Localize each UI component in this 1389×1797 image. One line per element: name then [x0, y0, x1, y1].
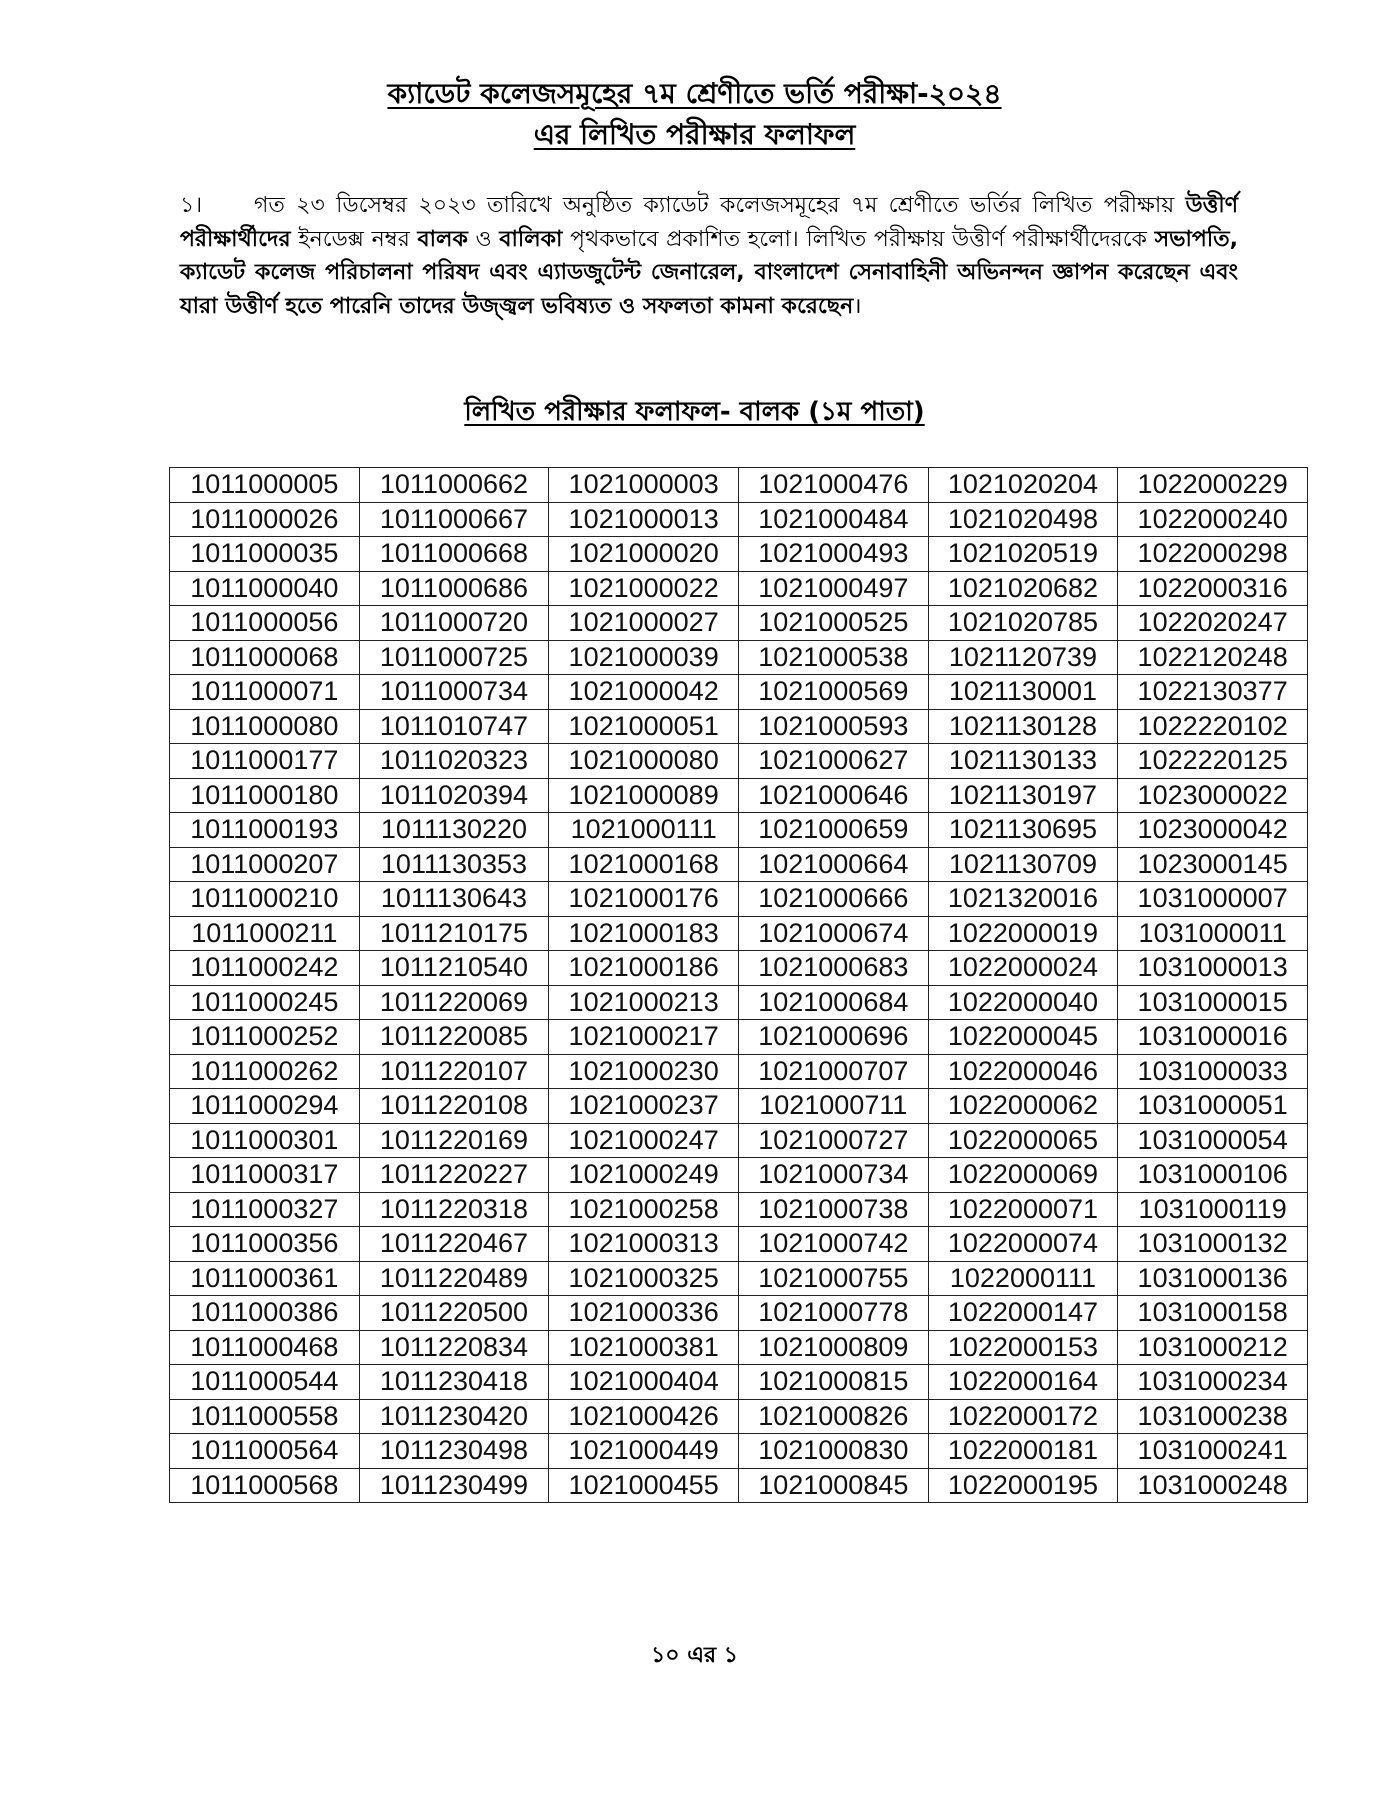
paragraph-text: [180, 193, 1238, 319]
document-title-line-1: [0, 76, 1389, 112]
index-number-cell: 1011000327: [170, 1192, 360, 1227]
index-number-cell: 1011000211: [170, 916, 360, 951]
table-row: [170, 606, 1308, 641]
index-number-cell: 1011020323: [359, 744, 549, 779]
text-segment: ।: [853, 293, 862, 319]
index-number-cell: 1023000042: [1118, 813, 1308, 848]
index-number-cell: 1011000005: [170, 468, 360, 503]
index-number-cell: 1031000132: [1118, 1227, 1308, 1262]
index-number-cell: 1021020204: [928, 468, 1118, 503]
table-row: [170, 1365, 1308, 1400]
section-title: [0, 394, 1389, 430]
index-number-cell: 1031000015: [1118, 985, 1308, 1020]
index-number-cell: 1022000046: [928, 1054, 1118, 1089]
index-number-cell: 1021020519: [928, 537, 1118, 572]
index-number-cell: 1021000646: [738, 778, 928, 813]
table-row: [170, 1158, 1308, 1193]
index-number-cell: 1021000738: [738, 1192, 928, 1227]
table-row: [170, 813, 1308, 848]
index-number-cell: 1022220125: [1118, 744, 1308, 779]
index-number-cell: 1021000664: [738, 847, 928, 882]
index-number-cell: 1023000022: [1118, 778, 1308, 813]
index-number-cell: 1022000147: [928, 1296, 1118, 1331]
index-number-cell: 1031000106: [1118, 1158, 1308, 1193]
index-number-cell: 1022000172: [928, 1399, 1118, 1434]
index-number-cell: 1031000011: [1118, 916, 1308, 951]
index-number-cell: 1011000040: [170, 571, 360, 606]
index-number-cell: 1011220069: [359, 985, 549, 1020]
index-number-cell: 1011000734: [359, 675, 549, 710]
index-number-cell: 1021000826: [738, 1399, 928, 1434]
table-row: [170, 502, 1308, 537]
results-table: [169, 467, 1308, 1503]
index-number-cell: 1011130353: [359, 847, 549, 882]
index-number-cell: 1021000217: [549, 1020, 739, 1055]
table-row: [170, 468, 1308, 503]
index-number-cell: 1011220489: [359, 1261, 549, 1296]
table-row: [170, 1261, 1308, 1296]
table-row: [170, 1123, 1308, 1158]
index-number-cell: 1021000042: [549, 675, 739, 710]
index-number-cell: 1021000815: [738, 1365, 928, 1400]
index-number-cell: 1011000035: [170, 537, 360, 572]
index-number-cell: 1021000258: [549, 1192, 739, 1227]
index-number-cell: 1021000674: [738, 916, 928, 951]
index-number-cell: 1021000080: [549, 744, 739, 779]
index-number-cell: 1021000476: [738, 468, 928, 503]
index-number-cell: 1011000725: [359, 640, 549, 675]
index-number-cell: 1021000230: [549, 1054, 739, 1089]
text-segment: ও: [467, 226, 500, 252]
section-title-text: লিখিত পরীক্ষার ফলাফল- বালক (১ম পাতা): [464, 397, 925, 427]
table-row: [170, 744, 1308, 779]
table-row: [170, 640, 1308, 675]
index-number-cell: 1022000111: [928, 1261, 1118, 1296]
index-number-cell: 1031000013: [1118, 951, 1308, 986]
index-number-cell: 1022000065: [928, 1123, 1118, 1158]
table-row: [170, 1054, 1308, 1089]
index-number-cell: 1031000158: [1118, 1296, 1308, 1331]
index-number-cell: 1011220318: [359, 1192, 549, 1227]
index-number-cell: 1021000809: [738, 1330, 928, 1365]
page-number-footer: ১০ এর ১: [650, 1643, 738, 1668]
index-number-cell: 1021000493: [738, 537, 928, 572]
index-number-cell: 1021000186: [549, 951, 739, 986]
index-number-cell: 1021000778: [738, 1296, 928, 1331]
index-number-cell: 1011000668: [359, 537, 549, 572]
index-number-cell: 1011000317: [170, 1158, 360, 1193]
index-number-cell: 1021130128: [928, 709, 1118, 744]
index-number-cell: 1011000294: [170, 1089, 360, 1124]
index-number-cell: 1031000241: [1118, 1434, 1308, 1469]
index-number-cell: 1022000069: [928, 1158, 1118, 1193]
index-number-cell: 1022000164: [928, 1365, 1118, 1400]
index-number-cell: 1021000039: [549, 640, 739, 675]
title-line-1-text: ক্যাডেট কলেজসমূহের ৭ম শ্রেণীতে ভর্তি পরীক্ষা-২০২৪: [387, 77, 1002, 110]
index-number-cell: 1021000111: [549, 813, 739, 848]
title-line-2-text: এর লিখিত পরীক্ষার ফলাফল: [533, 118, 856, 151]
index-number-cell: 1021000213: [549, 985, 739, 1020]
results-table-body: [170, 468, 1308, 1503]
bold-text-segment: সভাপতি, ক্যাডেট কলেজ পরিচালনা পরিষদ এবং এ্যাডজুটেন্ট জেনারেল, বাংলাদেশ সেনাবাহিনী অভিনন্দন জ্ঞাপন করেছেন এবং যারা উত্তীর্ণ হতে পারেনি তাদের উজ্জ্বল ভবিষ্যত ও সফলতা কামনা করেছেন: [180, 226, 1238, 319]
table-row: [170, 882, 1308, 917]
index-number-cell: 1021000449: [549, 1434, 739, 1469]
index-number-cell: 1011220467: [359, 1227, 549, 1262]
index-number-cell: 1021000183: [549, 916, 739, 951]
text-segment: ইনডেক্স নম্বর: [290, 226, 418, 252]
text-segment: গত ২৩ ডিসেম্বর ২০২৩ তারিখে অনুষ্ঠিত ক্যাডেট কলেজসমূহের ৭ম শ্রেণীতে ভর্তির লিখিত পরীক্ষায়: [254, 193, 1186, 218]
index-number-cell: 1021000683: [738, 951, 928, 986]
index-number-cell: 1011220169: [359, 1123, 549, 1158]
index-number-cell: 1031000119: [1118, 1192, 1308, 1227]
index-number-cell: 1022000062: [928, 1089, 1118, 1124]
index-number-cell: 1011000386: [170, 1296, 360, 1331]
index-number-cell: 1011000210: [170, 882, 360, 917]
index-number-cell: 1022000074: [928, 1227, 1118, 1262]
index-number-cell: 1021000325: [549, 1261, 739, 1296]
index-number-cell: 1011220500: [359, 1296, 549, 1331]
index-number-cell: 1021000176: [549, 882, 739, 917]
index-number-cell: 1021020785: [928, 606, 1118, 641]
index-number-cell: 1021000313: [549, 1227, 739, 1262]
index-number-cell: 1021000027: [549, 606, 739, 641]
index-number-cell: 1021000659: [738, 813, 928, 848]
table-row: [170, 1089, 1308, 1124]
index-number-cell: 1011000177: [170, 744, 360, 779]
index-number-cell: 1021000734: [738, 1158, 928, 1193]
index-number-cell: 1022000045: [928, 1020, 1118, 1055]
index-number-cell: 1022000019: [928, 916, 1118, 951]
index-number-cell: 1011230418: [359, 1365, 549, 1400]
table-row: [170, 985, 1308, 1020]
index-number-cell: 1011130643: [359, 882, 549, 917]
index-number-cell: 1031000016: [1118, 1020, 1308, 1055]
index-number-cell: 1011130220: [359, 813, 549, 848]
index-number-cell: 1022000195: [928, 1468, 1118, 1503]
index-number-cell: 1022000181: [928, 1434, 1118, 1469]
index-number-cell: 1022000229: [1118, 468, 1308, 503]
index-number-cell: 1021000237: [549, 1089, 739, 1124]
index-number-cell: 1011210175: [359, 916, 549, 951]
index-number-cell: 1021000845: [738, 1468, 928, 1503]
index-number-cell: 1011220227: [359, 1158, 549, 1193]
index-number-cell: 1011000544: [170, 1365, 360, 1400]
table-row: [170, 1399, 1308, 1434]
index-number-cell: 1021130709: [928, 847, 1118, 882]
table-row: [170, 709, 1308, 744]
index-number-cell: 1021000013: [549, 502, 739, 537]
index-number-cell: 1021120739: [928, 640, 1118, 675]
index-number-cell: 1021000022: [549, 571, 739, 606]
index-number-cell: 1022000040: [928, 985, 1118, 1020]
index-number-cell: 1011000686: [359, 571, 549, 606]
index-number-cell: 1031000007: [1118, 882, 1308, 917]
bold-text-segment: বালিকা: [499, 226, 563, 252]
index-number-cell: 1011000207: [170, 847, 360, 882]
index-number-cell: 1022120248: [1118, 640, 1308, 675]
index-number-cell: 1021000426: [549, 1399, 739, 1434]
index-number-cell: 1022130377: [1118, 675, 1308, 710]
index-number-cell: 1022000153: [928, 1330, 1118, 1365]
index-number-cell: 1011000361: [170, 1261, 360, 1296]
table-row: [170, 1296, 1308, 1331]
table-row: [170, 1227, 1308, 1262]
index-number-cell: 1021000497: [738, 571, 928, 606]
index-number-cell: 1011000193: [170, 813, 360, 848]
text-segment: পৃথকভাবে প্রকাশিত হলো। লিখিত পরীক্ষায় উত্তীর্ণ পরীক্ষার্থীদেরকে: [562, 226, 1155, 252]
index-number-cell: 1011230498: [359, 1434, 549, 1469]
index-number-cell: 1021000247: [549, 1123, 739, 1158]
index-number-cell: 1011000242: [170, 951, 360, 986]
index-number-cell: 1021000696: [738, 1020, 928, 1055]
index-number-cell: 1021130133: [928, 744, 1118, 779]
index-number-cell: 1021000003: [549, 468, 739, 503]
index-number-cell: 1011210540: [359, 951, 549, 986]
table-row: [170, 1330, 1308, 1365]
index-number-cell: 1011000245: [170, 985, 360, 1020]
index-number-cell: 1031000054: [1118, 1123, 1308, 1158]
index-number-cell: 1021000727: [738, 1123, 928, 1158]
index-number-cell: 1023000145: [1118, 847, 1308, 882]
paragraph-number: ১।: [180, 193, 203, 218]
index-number-cell: 1031000033: [1118, 1054, 1308, 1089]
index-number-cell: 1021320016: [928, 882, 1118, 917]
announcement-paragraph: [180, 189, 1238, 323]
index-number-cell: 1011000071: [170, 675, 360, 710]
index-number-cell: 1021000666: [738, 882, 928, 917]
index-number-cell: 1021130695: [928, 813, 1118, 848]
index-number-cell: 1031000212: [1118, 1330, 1308, 1365]
index-number-cell: 1031000234: [1118, 1365, 1308, 1400]
index-number-cell: 1031000136: [1118, 1261, 1308, 1296]
index-number-cell: 1021000089: [549, 778, 739, 813]
index-number-cell: 1021000569: [738, 675, 928, 710]
index-number-cell: 1022220102: [1118, 709, 1308, 744]
index-number-cell: 1011230420: [359, 1399, 549, 1434]
index-number-cell: 1011000558: [170, 1399, 360, 1434]
index-number-cell: 1011220107: [359, 1054, 549, 1089]
index-number-cell: 1011000180: [170, 778, 360, 813]
table-row: [170, 1192, 1308, 1227]
index-number-cell: 1021020682: [928, 571, 1118, 606]
index-number-cell: 1022000071: [928, 1192, 1118, 1227]
index-number-cell: 1022020247: [1118, 606, 1308, 641]
table-row: [170, 1020, 1308, 1055]
index-number-cell: 1011000026: [170, 502, 360, 537]
index-number-cell: 1011000356: [170, 1227, 360, 1262]
index-number-cell: 1021000336: [549, 1296, 739, 1331]
index-number-cell: 1011000720: [359, 606, 549, 641]
document-title-line-2: [0, 117, 1389, 153]
index-number-cell: 1022000298: [1118, 537, 1308, 572]
index-number-cell: 1021130001: [928, 675, 1118, 710]
table-row: [170, 1434, 1308, 1469]
index-number-cell: 1011000468: [170, 1330, 360, 1365]
bold-text-segment: বালক: [417, 226, 468, 252]
index-number-cell: 1011220085: [359, 1020, 549, 1055]
index-number-cell: 1011000662: [359, 468, 549, 503]
table-row: [170, 778, 1308, 813]
index-number-cell: 1021000484: [738, 502, 928, 537]
index-number-cell: 1021000711: [738, 1089, 928, 1124]
index-number-cell: 1021000627: [738, 744, 928, 779]
index-number-cell: 1021000455: [549, 1468, 739, 1503]
table-row: [170, 847, 1308, 882]
index-number-cell: 1011000262: [170, 1054, 360, 1089]
index-number-cell: 1011220108: [359, 1089, 549, 1124]
index-number-cell: 1011000568: [170, 1468, 360, 1503]
table-row: [170, 916, 1308, 951]
index-number-cell: 1011010747: [359, 709, 549, 744]
index-number-cell: 1011000564: [170, 1434, 360, 1469]
index-number-cell: 1022000240: [1118, 502, 1308, 537]
index-number-cell: 1031000051: [1118, 1089, 1308, 1124]
index-number-cell: 1022000024: [928, 951, 1118, 986]
index-number-cell: 1021000404: [549, 1365, 739, 1400]
index-number-cell: 1022000316: [1118, 571, 1308, 606]
index-number-cell: 1021000249: [549, 1158, 739, 1193]
index-number-cell: 1021000755: [738, 1261, 928, 1296]
index-number-cell: 1011020394: [359, 778, 549, 813]
index-number-cell: 1011220834: [359, 1330, 549, 1365]
index-number-cell: 1031000248: [1118, 1468, 1308, 1503]
index-number-cell: 1021000742: [738, 1227, 928, 1262]
index-number-cell: 1011000301: [170, 1123, 360, 1158]
table-row: [170, 537, 1308, 572]
table-row: [170, 1468, 1308, 1503]
index-number-cell: 1021000593: [738, 709, 928, 744]
index-number-cell: 1011230499: [359, 1468, 549, 1503]
index-number-cell: 1011000068: [170, 640, 360, 675]
index-number-cell: 1021000830: [738, 1434, 928, 1469]
index-number-cell: 1021000684: [738, 985, 928, 1020]
index-number-cell: 1021130197: [928, 778, 1118, 813]
index-number-cell: 1011000056: [170, 606, 360, 641]
index-number-cell: 1021000020: [549, 537, 739, 572]
index-number-cell: 1021000707: [738, 1054, 928, 1089]
index-number-cell: 1021000381: [549, 1330, 739, 1365]
index-number-cell: 1021000525: [738, 606, 928, 641]
index-number-cell: 1021000051: [549, 709, 739, 744]
index-number-cell: 1031000238: [1118, 1399, 1308, 1434]
table-row: [170, 951, 1308, 986]
index-number-cell: 1011000080: [170, 709, 360, 744]
index-number-cell: 1021000168: [549, 847, 739, 882]
index-number-cell: 1011000252: [170, 1020, 360, 1055]
index-number-cell: 1021000538: [738, 640, 928, 675]
index-number-cell: 1011000667: [359, 502, 549, 537]
index-number-cell: 1021020498: [928, 502, 1118, 537]
table-row: [170, 571, 1308, 606]
table-row: [170, 675, 1308, 710]
bold-text-segment: উত্তীর্ণ পরীক্ষার্থীদের: [180, 193, 1238, 252]
